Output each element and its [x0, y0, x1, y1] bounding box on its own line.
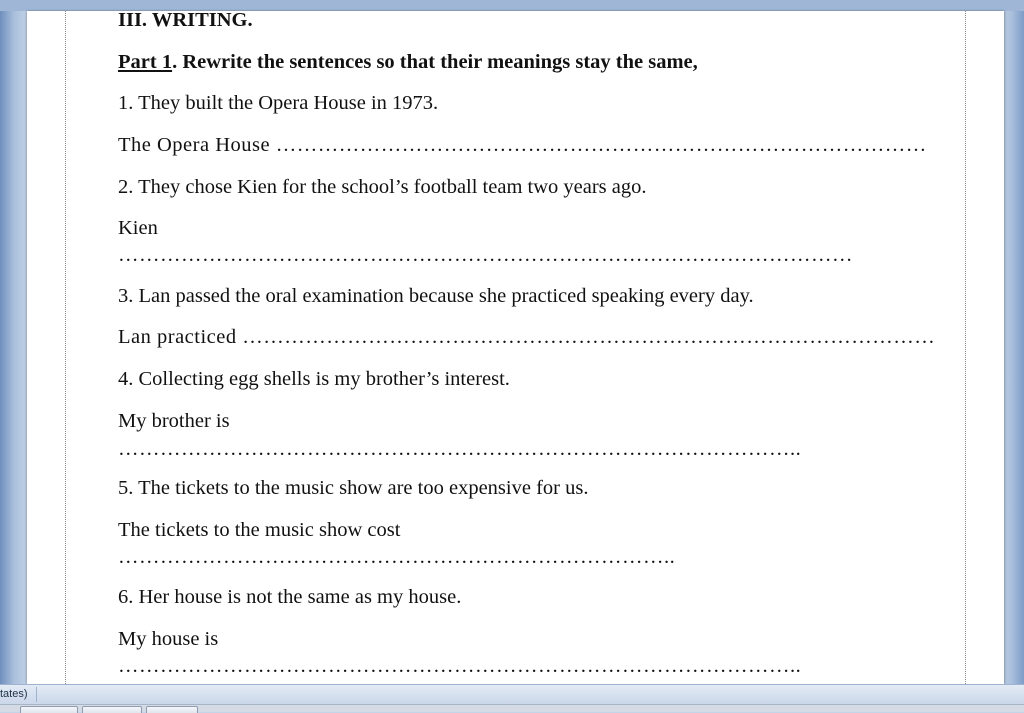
taskbar-button-3[interactable]: [146, 706, 198, 713]
left-margin-guide: [65, 11, 66, 684]
item-2-answer-line: ……………………………………………………………………………………………: [118, 244, 853, 266]
item-5-sentence: 5. The tickets to the music show are too expensive for us.: [118, 477, 589, 499]
part-instruction: . Rewrite the sentences so that their meanings stay the same,: [172, 51, 698, 73]
item-6-answer-line: ……………………………………………………………………………………..: [118, 655, 802, 677]
item-5-prompt: The tickets to the music show cost: [118, 519, 401, 541]
item-3-sentence: 3. Lan passed the oral examination because she practiced speaking every day.: [118, 285, 754, 307]
item-4-answer-line: ……………………………………………………………………………………..: [118, 438, 802, 460]
section-title: III. WRITING.: [118, 11, 253, 31]
item-5-answer-line: ……………………………………………………………………..: [118, 546, 676, 568]
taskbar-button-2[interactable]: [82, 706, 142, 713]
item-1-sentence: 1. They built the Opera House in 1973.: [118, 92, 439, 114]
item-1-prompt: The Opera House …………………………………………………………………………………: [118, 134, 927, 156]
status-separator: [36, 687, 37, 702]
workspace-top-edge: [0, 0, 1024, 11]
item-3-prompt: Lan practiced ………………………………………………………………………………………: [118, 326, 936, 348]
document-page[interactable]: [27, 11, 1004, 684]
right-margin-guide: [965, 11, 966, 684]
item-2-sentence: 2. They chose Kien for the school’s football team two years ago.: [118, 176, 647, 198]
item-6-prompt: My house is: [118, 628, 219, 650]
part-label: Part 1: [118, 51, 173, 73]
item-6-sentence: 6. Her house is not the same as my house.: [118, 586, 462, 608]
language-status[interactable]: tates): [0, 688, 28, 700]
item-4-sentence: 4. Collecting egg shells is my brother’s interest.: [118, 368, 510, 390]
status-bar: [0, 684, 1024, 705]
part-heading: [118, 50, 698, 74]
item-4-prompt: My brother is: [118, 410, 230, 432]
taskbar-button-1[interactable]: [20, 706, 78, 713]
item-2-prompt: Kien: [118, 217, 158, 239]
